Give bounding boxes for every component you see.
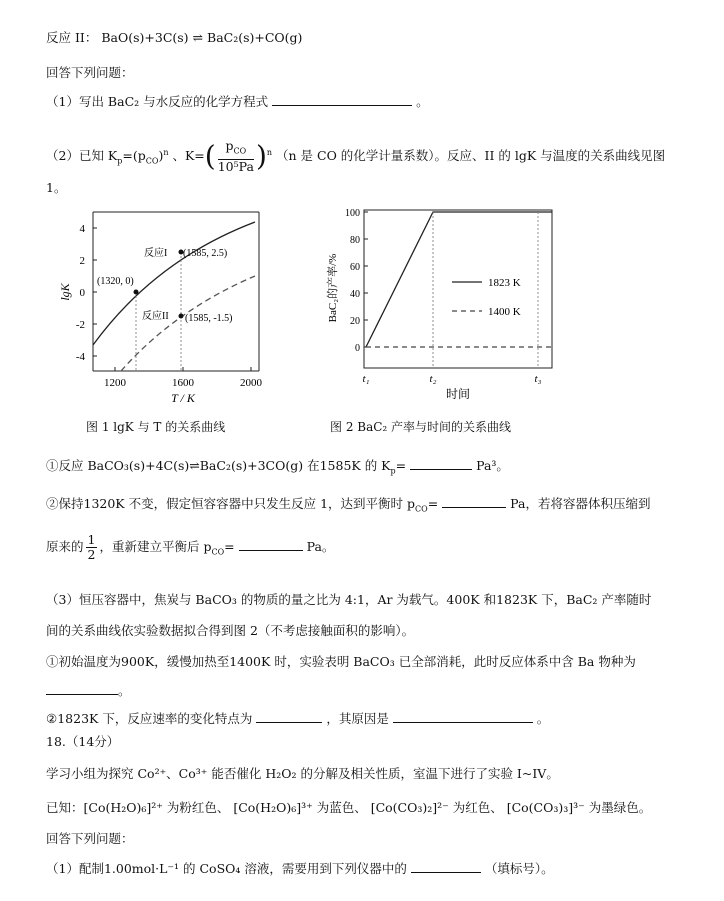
sub-question-2-1: ①反应 BaCO₃(s)+4C(s)⇌BaC₂(s)+3CO(g) 在1585K 的 $K_p= Pa^3$。 <box>46 458 509 476</box>
sub-question-3-1: ①初始温度为900K，缓慢加热至1400K 时，实验表明 BaCO₃ 已全部消耗，此时反应体系中含 Ba 物种为 <box>46 654 636 669</box>
reaction-2-left: BaO(s)+3C(s) <box>101 30 189 45</box>
answer-blank-ba-species[interactable] <box>46 682 118 695</box>
q2-prefix: （2）已知 K <box>46 148 118 164</box>
frac-num: p <box>225 138 234 154</box>
s1-unit: Pa³。 <box>476 458 509 473</box>
frac-den: 10⁵Pa <box>217 158 254 174</box>
answer-blank-1[interactable] <box>272 93 412 106</box>
q3b-c: 。 <box>536 711 550 726</box>
fig2-ylabel: BaC₂的产率/% <box>327 253 339 323</box>
fig1-ytick-2: 2 <box>79 255 85 267</box>
answer-blank-rate-feature[interactable] <box>256 710 322 723</box>
fig2-legend-1400: 1400 K <box>488 306 521 318</box>
question-1-end: 。 <box>416 94 429 109</box>
known-a: 已知：[Co(H₂O)₆]²⁺ 为粉红色、 <box>46 800 230 815</box>
s3-b: ，重新建立平衡后 p <box>99 539 212 554</box>
question-18-intro: 学习小组为探究 Co²⁺、Co³⁺ 能否催化 H₂O₂ 的分解及相关性质，室温下进行了实验 I~IV。 <box>46 766 559 781</box>
q3b-b: ，其原因是 <box>326 711 389 726</box>
known-c: [Co(CO₃)₂]²⁻ 为红色、 <box>370 800 503 815</box>
question-18-1 <box>46 860 554 878</box>
half-den: 2 <box>87 547 96 562</box>
fig1-xtick-1200: 1200 <box>104 377 126 389</box>
q18-1-a: （1）配制1.00mol·L⁻¹ 的 CoSO₄ 溶液，需要用到下列仪器中的 <box>46 861 407 876</box>
point-1320 <box>134 290 139 295</box>
answer-blank-reason[interactable] <box>393 710 533 723</box>
equilibrium-arrow: ⇌ <box>192 30 204 45</box>
q3b-a: ②1823K 下，反应速率的变化特点为 <box>46 711 253 726</box>
answer-blank-instruments[interactable] <box>411 860 481 873</box>
reaction-2-right: BaC₂(s)+CO(g) <box>207 30 303 45</box>
fig1-xtick-2000: 2000 <box>240 377 262 389</box>
sub-question-3-1-blank-line <box>46 682 131 700</box>
fig2-xtick-t3: t₃ <box>534 373 542 385</box>
q2-note: （n 是 CO 的化学计量系数）。反应、II 的 lgK 与温度的关系曲线见图 <box>276 148 666 164</box>
s3-d: Pa。 <box>306 539 335 554</box>
fig2-xlabel: 时间 <box>445 387 471 401</box>
q2-kp-mid: =(p <box>122 148 146 164</box>
fig1-point-c: (1585, -1.5) <box>185 313 233 324</box>
known-b: [Co(H₂O)₆]³⁺ 为蓝色、 <box>233 800 367 815</box>
q2-cont: 1。 <box>46 180 67 195</box>
known-d: [Co(CO₃)₃]³⁻ 为墨绿色。 <box>506 800 652 815</box>
answer-blank-pco-1[interactable] <box>442 495 506 508</box>
fig2-ytick-80: 80 <box>350 235 360 246</box>
one-half-fraction <box>86 533 98 562</box>
s2-b: = <box>427 496 439 511</box>
curve-1823k <box>366 212 552 347</box>
fig2-xtick-t1: t₁ <box>362 373 370 385</box>
point-1585-lower <box>179 314 184 319</box>
fig1-xtick-1600: 1600 <box>172 377 194 389</box>
q18-1-b: （填标号）。 <box>484 861 554 876</box>
s3-c: = <box>224 539 235 554</box>
known-complexes <box>46 799 651 817</box>
reaction-2-label: 反应 II： <box>46 30 98 45</box>
s1-text: ①反应 BaCO₃(s)+4C(s)⇌BaC₂(s)+3CO(g) 在1585K 的 K <box>46 458 391 473</box>
q3a-end: 。 <box>118 683 131 698</box>
fig1-ytick-4: 4 <box>79 223 85 235</box>
figure-1-caption: 图 1 lgK 与 T 的关系曲线 <box>86 420 226 434</box>
question-2: （2）已知 $K_p=(p_{CO})^n$ 、K=( $\frac{p_{CO}}{\text{10⁵Pa}}$ )$^n$ （n 是 CO 的化学计量系数）。反应、II 的 lgK 与温度的关系曲线见图 <box>46 138 666 174</box>
question-3-line-1: （3）恒压容器中，焦炭与 BaCO₃ 的物质的量之比为 4:1，Ar 为载气。400K 和1823K 下，BaC₂ 产率随时 <box>46 592 652 607</box>
q2-k-label: 、K= <box>172 148 205 164</box>
s2-c: Pa，若将容器体积压缩到 <box>510 496 651 511</box>
fig2-ytick-40: 40 <box>350 289 360 300</box>
s2-a: ②保持1320K 不变，假定恒容容器中只发生反应 1，达到平衡时 p <box>46 496 416 511</box>
sub-question-2-2: ②保持1320K 不变，假定恒容容器中只发生反应 1，达到平衡时 $p_{CO}= Pa$，若将容器体积压缩到 <box>46 496 651 514</box>
fig1-xlabel: T / K <box>171 391 195 405</box>
answer-blank-kp[interactable] <box>410 457 472 470</box>
sub-question-2-2-cont: 原来的 $\frac{1}{2}$ ，重新建立平衡后 $p_{CO}= Pa$。 <box>46 532 335 562</box>
sub-question-3-2 <box>46 710 549 728</box>
fig1-point-a: (1320, 0) <box>97 276 134 287</box>
fig2-ytick-100: 100 <box>345 208 360 219</box>
fig1-ytick-m4: -4 <box>75 351 85 363</box>
fig1-label-reaction2: 反应II <box>142 311 169 322</box>
fig1-label-reaction1: 反应I <box>144 248 168 259</box>
question-3-line-2: 间的关系曲线依实验数据拟合得到图 2（不考虑接触面积的影响）。 <box>46 623 415 638</box>
answer-intro-2: 回答下列问题： <box>46 831 134 846</box>
figure-1-lgk-chart <box>55 200 275 410</box>
fig2-xtick-t2: t₂ <box>429 373 437 385</box>
fig2-legend-1823: 1823 K <box>488 277 521 289</box>
question-1-text: （1）写出 BaC₂ 与水反应的化学方程式 <box>46 94 269 109</box>
fig1-ylabel: lgK <box>58 283 72 301</box>
s3-a: 原来的 <box>46 539 84 554</box>
q2-kp-end: ) <box>158 148 164 164</box>
fig1-ytick-0: 0 <box>79 287 85 299</box>
figure-2-yield-chart <box>320 198 570 408</box>
pressure-fraction: $\frac{p_{CO}}{\text{10⁵Pa}}$ <box>217 138 254 174</box>
figure-2-caption: 图 2 BaC₂ 产率与时间的关系曲线 <box>330 420 512 434</box>
fig2-ytick-0: 0 <box>355 343 360 354</box>
question-18-heading: 18.（14分） <box>46 734 120 749</box>
question-1 <box>46 93 429 111</box>
answer-blank-pco-2[interactable] <box>239 538 303 551</box>
fig2-ytick-60: 60 <box>350 262 360 273</box>
fig1-ytick-m2: -2 <box>75 319 85 331</box>
answer-intro: 回答下列问题： <box>46 65 134 80</box>
fig2-ytick-20: 20 <box>350 316 360 327</box>
s1-mid: = <box>395 458 407 473</box>
reaction-2-line <box>46 29 302 47</box>
half-num: 1 <box>87 532 96 547</box>
fig1-point-b: (1585, 2.5) <box>183 248 228 259</box>
